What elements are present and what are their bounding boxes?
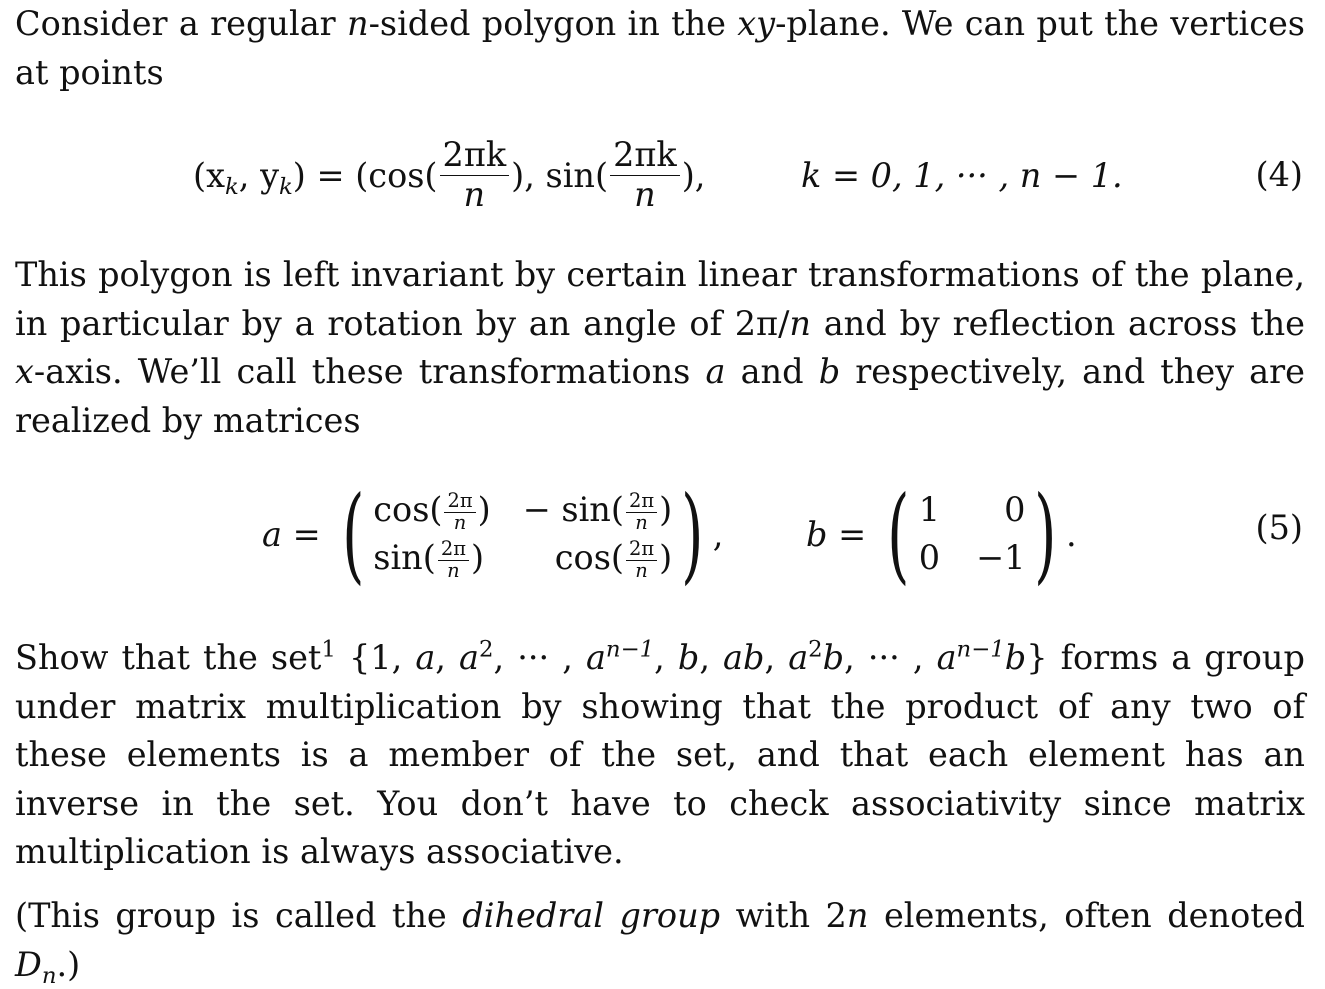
numerator: 2πk <box>442 134 507 174</box>
math-var: a <box>788 638 809 677</box>
math-var: n <box>346 4 369 43</box>
left-paren: ( <box>887 473 910 595</box>
text: and <box>725 352 819 391</box>
math-var: a <box>459 638 479 677</box>
text: -sided polygon in the <box>368 4 738 43</box>
equation-4-body <box>193 125 705 225</box>
text: cos( <box>554 538 624 577</box>
text: ), <box>681 155 706 195</box>
text: ), sin( <box>511 155 609 195</box>
denominator: n <box>634 174 656 214</box>
matrix-b-21: 0 <box>918 538 941 577</box>
text: ) <box>477 490 491 529</box>
matrix-a-grid <box>373 486 672 582</box>
math-var: b <box>1004 638 1027 677</box>
text: , <box>654 638 678 677</box>
text: and by reflection across the <box>810 303 1305 343</box>
math-var: b <box>677 638 700 677</box>
math-var: b <box>822 638 845 677</box>
math-var: ab <box>723 638 765 677</box>
text: cos( <box>373 490 443 529</box>
matrix-b <box>878 473 1066 595</box>
fraction <box>610 136 680 214</box>
math-var: D <box>15 944 42 984</box>
text: {1, <box>335 638 416 677</box>
footnote-marker: 1 <box>321 636 336 663</box>
matrix-b-label: b = <box>806 514 867 554</box>
text: , <box>699 638 724 677</box>
text: elements, often denoted <box>868 896 1305 935</box>
text: , ··· , <box>493 638 586 677</box>
math-var: a <box>585 638 606 677</box>
denominator: n <box>453 510 467 534</box>
fraction <box>440 136 510 214</box>
numerator: 2π <box>628 489 655 513</box>
exponent: 2 <box>808 636 823 663</box>
text: ) <box>659 538 673 577</box>
text: -plane. We can put the vertices at points <box>15 4 1305 92</box>
text: (x <box>193 155 225 195</box>
math-var: b <box>818 352 841 391</box>
numerator: 2π <box>447 489 473 513</box>
matrix-a <box>333 473 713 595</box>
matrix-a-block <box>262 474 723 594</box>
denominator: n <box>447 558 460 582</box>
equation-5 <box>0 474 1325 594</box>
text: Show that the set <box>15 638 322 677</box>
matrix-a-12 <box>523 486 672 534</box>
matrix-a-21 <box>373 534 490 582</box>
math-var: a <box>936 638 957 677</box>
matrix-b-12: 0 <box>1004 490 1026 529</box>
exponent: n−1 <box>605 636 655 663</box>
fraction <box>444 491 475 533</box>
paragraph-transformations <box>15 251 1305 445</box>
text: − sin( <box>522 490 624 529</box>
math-var: n <box>789 303 811 343</box>
right-paren: ) <box>1034 473 1057 595</box>
exponent: n−1 <box>956 636 1005 663</box>
math-var: n <box>846 896 869 935</box>
paragraph-intro <box>15 0 1305 97</box>
text: , y <box>238 155 279 195</box>
paragraph-exercise <box>15 634 1305 877</box>
matrix-a-11 <box>373 486 490 534</box>
text: This polygon is left invariant by certain linear transformations of the plane, in particular by a rotation by an angle of 2π/ <box>15 255 1305 343</box>
math-var: a <box>705 352 726 391</box>
equation-4 <box>0 125 1325 225</box>
equation-number: (5) <box>1255 508 1303 547</box>
right-paren: ) <box>681 473 704 595</box>
math-var: xy <box>737 4 776 43</box>
numerator: 2π <box>628 537 655 561</box>
text: sin( <box>373 538 436 577</box>
matrix-b-block <box>806 474 1077 594</box>
matrix-a-22 <box>523 534 672 582</box>
math-var: a <box>415 638 436 677</box>
emphasis: dihedral group <box>462 896 721 935</box>
text: -axis. We’ll call these transformations <box>33 352 706 391</box>
text: , <box>764 638 789 677</box>
subscript: n <box>41 962 57 989</box>
text: ) <box>470 538 485 577</box>
numerator: 2π <box>440 537 466 561</box>
text: k = 0, 1, ··· , n − 1. <box>801 155 1123 195</box>
fraction <box>626 539 657 581</box>
matrix-b-11: 1 <box>918 490 941 529</box>
equation-number: (4) <box>1255 155 1303 194</box>
paragraph-dihedral-note <box>15 892 1305 989</box>
text: with 2 <box>720 896 847 935</box>
text: } forms a group under matrix multiplication by showing that the product of any two of these elements is a member of the set, and that each element has an inverse in the set. You don’t have to check associativity since matrix multiplication is always associative. <box>15 638 1305 871</box>
text: .) <box>56 944 81 984</box>
numerator: 2πk <box>613 134 677 174</box>
subscript: k <box>224 173 239 200</box>
text: , <box>712 514 724 554</box>
text: respectively, and they are realized by matrices <box>15 352 1305 440</box>
matrix-b-grid <box>919 486 1026 582</box>
text: ) = (cos( <box>292 155 438 195</box>
denominator: n <box>463 174 486 214</box>
math-var: x <box>15 352 34 391</box>
denominator: n <box>635 558 648 582</box>
exponent: 2 <box>479 636 494 663</box>
denominator: n <box>635 510 648 534</box>
matrix-a-label: a = <box>262 514 321 554</box>
matrix-b-22: −1 <box>976 538 1026 577</box>
equation-4-range <box>801 125 1123 225</box>
eq4-lhs <box>193 155 438 200</box>
subscript: k <box>279 173 293 200</box>
text: . <box>1066 514 1077 554</box>
fraction <box>438 539 469 581</box>
text: ) <box>659 490 673 529</box>
fraction <box>626 491 657 533</box>
text: , ··· , <box>844 638 937 677</box>
text: , <box>435 638 460 677</box>
text: (This group is called the <box>15 896 463 935</box>
text: Consider a regular <box>15 4 347 43</box>
left-paren: ( <box>341 473 365 595</box>
